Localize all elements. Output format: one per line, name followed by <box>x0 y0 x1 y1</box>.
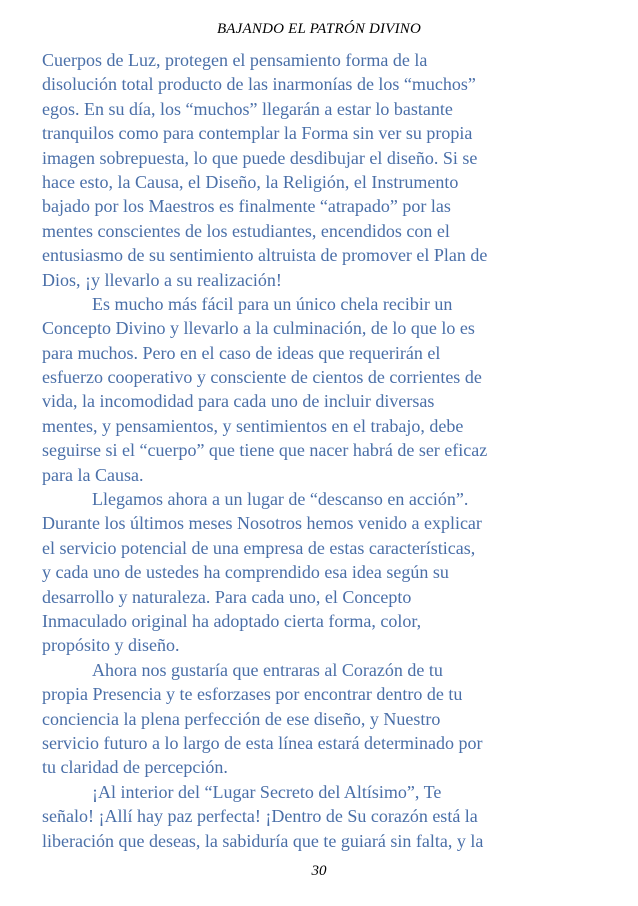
page-number: 30 <box>311 863 327 879</box>
paragraph-first-line: ¡Al interior del “Lugar Secreto del Altísimo”, Te <box>92 781 442 802</box>
text-line: propósito y diseño. <box>42 635 180 656</box>
text-line: mentes, y pensamientos, y sentimientos en el trabajo, debe <box>42 415 464 436</box>
text-line: servicio futuro a lo largo de esta línea estará determinado por <box>42 732 483 753</box>
paragraph-first-line: Ahora nos gustaría que entraras al Corazón de tu <box>92 659 443 680</box>
running-header: BAJANDO EL PATRÓN DIVINO <box>216 21 422 37</box>
text-line: señalo! ¡Allí hay paz perfecta! ¡Dentro de Su corazón está la <box>42 806 478 827</box>
text-line: para muchos. Pero en el caso de ideas que requerirán el <box>42 342 441 363</box>
text-line: Dios, ¡y llevarlo a su realización! <box>42 269 282 290</box>
text-line: tranquilos como para contemplar la Forma sin ver su propia <box>42 123 473 144</box>
text-line: Durante los últimos meses Nosotros hemos venido a explicar <box>42 513 482 534</box>
text-line: desarrollo y naturaleza. Para cada uno, el Concepto <box>42 586 412 607</box>
text-line: entusiasmo de su sentimiento altruista de promover el Plan de <box>42 245 488 266</box>
text-line: liberación que deseas, la sabiduría que te guiará sin falta, y la <box>42 830 484 851</box>
text-line: mentes conscientes de los estudiantes, encendidos con el <box>42 220 450 241</box>
text-line: Cuerpos de Luz, protegen el pensamiento forma de la <box>42 50 428 70</box>
text-line: disolución total producto de las inarmonías de los “muchos” <box>42 74 476 95</box>
paragraph-first-line: Llegamos ahora a un lugar de “descanso en acción”. <box>92 489 469 510</box>
text-line: tu claridad de percepción. <box>42 757 228 778</box>
text-line: egos. En su día, los “muchos” llegarán a estar lo bastante <box>42 98 453 119</box>
text-line: conciencia la plena perfección de ese diseño, y Nuestro <box>42 708 441 729</box>
text-line: esfuerzo cooperativo y consciente de cientos de corrientes de <box>42 367 482 388</box>
text-line: seguirse si el “cuerpo” que tiene que nacer habrá de ser eficaz <box>42 440 488 461</box>
text-line: imagen sobrepuesta, lo que puede desdibujar el diseño. Si se <box>42 147 478 168</box>
text-line: Concepto Divino y llevarlo a la culminación, de lo que lo es <box>42 318 475 339</box>
text-line: para la Causa. <box>42 464 144 485</box>
text-line: el servicio potencial de una empresa de estas características, <box>42 537 476 558</box>
body-text <box>42 48 600 853</box>
text-line: y cada uno de ustedes ha comprendido esa idea según su <box>42 562 449 583</box>
text-line: Inmaculado original ha adoptado cierta forma, color, <box>42 610 422 631</box>
paragraph-first-line: Es mucho más fácil para un único chela recibir un <box>92 293 453 314</box>
text-line: propia Presencia y te esforzases por encontrar dentro de tu <box>42 684 463 705</box>
text-line: vida, la incomodidad para cada uno de incluir diversas <box>42 391 435 412</box>
text-line: bajado por los Maestros es finalmente “atrapado” por las <box>42 196 451 217</box>
text-line: hace esto, la Causa, el Diseño, la Religión, el Instrumento <box>42 171 459 192</box>
